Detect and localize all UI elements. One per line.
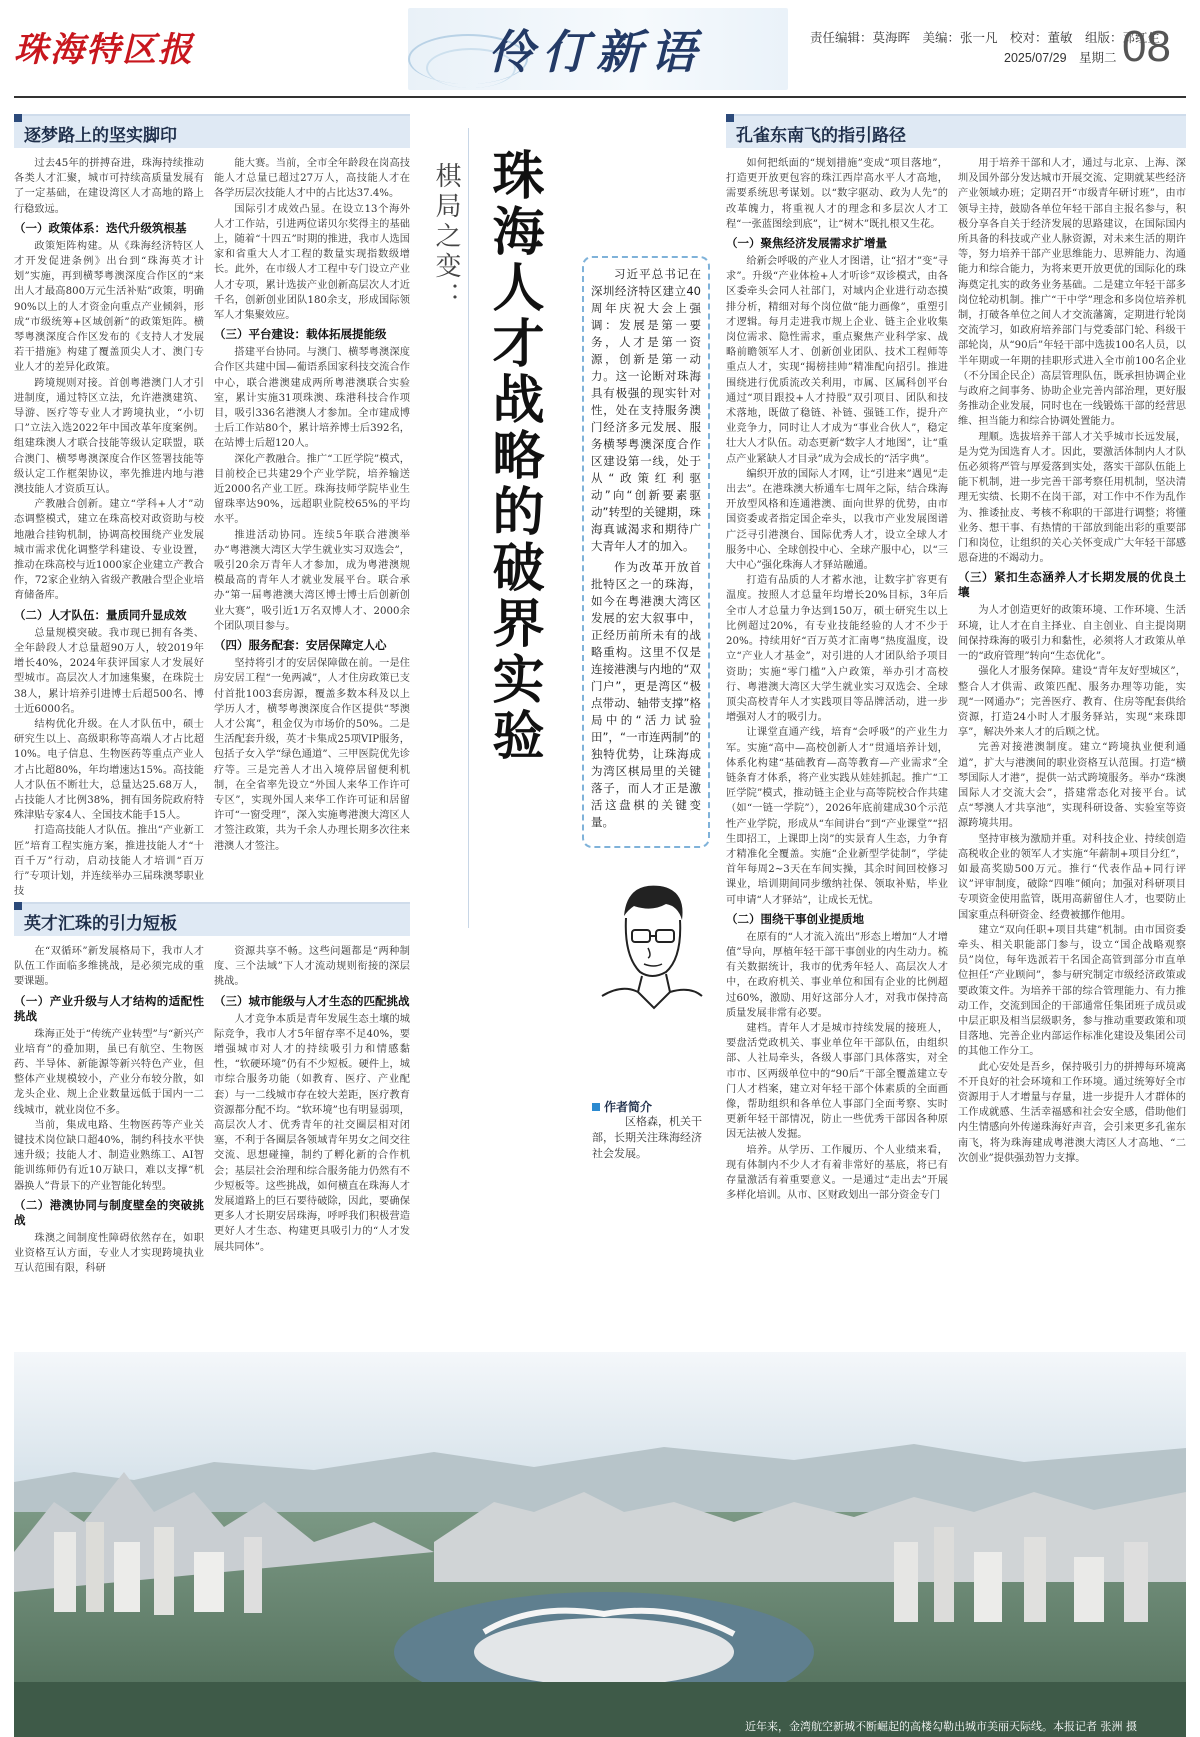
- paragraph: 完善对接港澳制度。建立“跨境执业便利通道”，扩大与港澳间的职业资格互认范围。打造“横琴国际人才港”，提供一站式跨境服务。举办“珠澳国际人才交流大会”，搭建常态化对接平台。试点“琴澳人才共享池”，实现科研设备、实验室等资源跨境共用。: [958, 742, 1186, 830]
- section-title: 英才汇珠的引力短板: [24, 914, 177, 934]
- paragraph: 人才竞争本质是青年发展生态土壤的城际竞争，我市人才5年留存率不足40%，要增强城市对人才的持续吸引力和情感黏性，“软硬环境”仍有不少短板。硬件上，城市综合服务功能（如教育、医疗、产业配套）与一二线城市存在较大差距，医疗教育资源都分配不均。“软环境”也有明显弱项，高层次人才、优秀青年的社交圈层相对闭塞，不利于各圈层各领域青年男女之间交往交流、思想碰撞，制约了孵化新的合作机会；基层社会治理和综合服务能力仍然有不少短板等。这些挑战，如何横直在珠海人才发展道路上的巨石要待破除，因此，要确保更多人才长期安居珠海，呼呼我们积极营造更好人才生态、构建更具吸引力的“人才发展共同体”。: [214, 1013, 410, 1253]
- subheading: （三）平台建设：载体拓展提能级: [214, 327, 387, 342]
- editor-quote-box: [582, 256, 710, 848]
- issue-date: 2025/07/29 星期二: [1004, 51, 1117, 65]
- paragraph: 能大赛。当前，全市全年龄段在岗高技能人才总量已超过27万人，高技能人才在各学历层次技能人才中的占比达37.4%。: [214, 158, 410, 200]
- paragraph: 跨境规则对接。首创粤港澳门人才引进制度，通过特区立法，允许港澳建筑、导游、医疗等专业人才跨境执业，“小切口”立法入选2022年中国改革年度案例。组建珠澳人才联合技能等级认定联盟，联合澳门、横琴粤澳深度合作区签署技能等级认定工作框架协议，率先推进内地与港澳技能人才资质互认。: [14, 377, 204, 496]
- paragraph: 编织开放的国际人才网，让“引进来”遇见“走出去”。在港珠澳大桥通车七周年之际，结合珠海开放型风格和连通港澳、面向世界的优势，由市国资委或者指定国企牵头，以我市产业发展图谱广泛寻引港澳台、国际优秀人才，设立全球人才服务中心、全球创投中心、全球产服中心，以“三大中心”强化珠海人才驿站融通。: [726, 468, 948, 572]
- page-number: 08: [1122, 22, 1171, 71]
- subheading: （一）产业升级与人才结构的适配性挑战: [14, 993, 204, 1023]
- subheading: （三）城市能级与人才生态的匹配挑战: [214, 993, 410, 1008]
- paragraph: 在“双循环”新发展格局下，我市人才队伍工作面临多维挑战，是必须完成的重要课题。: [14, 946, 204, 988]
- paragraph: 当前，集成电路、生物医药等产业关键技术岗位缺口超40%，制约科技水平快速升级；技能人才、制造业熟练工、AI智能训练师仍有近10万缺口，难以支撑“机器换人”背景下的产业智能化转型。: [14, 1119, 204, 1192]
- author-intro-heading: 作者简介: [592, 1098, 652, 1115]
- section2-column-b: [214, 944, 410, 1344]
- feature-kicker: 棋局之变：: [431, 162, 461, 312]
- quote-paragraph: 习近平总书记在深圳经济特区建立40周年庆祝大会上强调：发展是第一要务，人才是第一资源，创新是第一动力。这一论断对珠海具有极强的现实针对性，处在支持服务澳门经济多元发展、服务横琴粤澳深度合作区建设第一线，处于从“政策红利驱动”向“创新要素驱动”转型的关键期，珠海真诚渴求和期待广大青年人才的加入。: [591, 267, 701, 553]
- paragraph: 珠澳之间制度性障碍依然存在，如职业资格互认方面，专业人才实现跨境执业互认范围有限，科研: [14, 1232, 204, 1275]
- paragraph: 建立“双向任职+项目共建”机制。由市国资委牵头、相关职能部门参与，设立“国企战略观察员”岗位，每年选派若干名国企高管到部分市直单位担任“产业顾问”，参与研究制定市级经济政策或要政策文件。为培养干部的综合管理能力、有力推动工作，交流到国企的干部通常任集团班子成员或中层正职及相当层级职务，参与推动重要政策和项目落地、完善企业内部运作标准化建设及集团公司的其他工作分工。: [958, 924, 1186, 1058]
- paragraph: 培养。从学历、工作履历、个人业绩来看，现有体制内不少人才有着非常好的基底，将已有存量激活有着重要意义。一是通过“走出去”开展多样化培训。从市、区财政划出一部分资金专门: [726, 1144, 948, 1202]
- author-portrait-sketch: [582, 876, 712, 996]
- photo-caption: 近年来，金湾航空新城不断崛起的高楼勾勒出城市美丽天际线。本报记者 张洲 摄: [745, 1720, 1137, 1733]
- section-heading-2: [14, 902, 410, 936]
- paragraph: 在原有的“人才流入流出”形态上增加“人才增值”导向，厚植年轻干部干事创业的内生动力。梳有关数据统计，我市的优秀年轻人、高层次人才中，在政府机关、事业单位和国有企业的比例超过60%，激励、用好这部分人才，对我市保持高质量发展非常有必要。: [726, 931, 948, 1019]
- city-skyline-photo: [14, 1352, 1186, 1737]
- subheading: （一）政策体系：迭代升级筑根基: [14, 220, 187, 235]
- paragraph: 为人才创造更好的政策环境、工作环境、生活环境，让人才在自主择业、自主创业、自主提岗期间保持珠海的吸引力和黏性，必须将人才政策从单一的“政府管理”转向“生态优化”。: [958, 605, 1186, 663]
- subheading: （二）围绕干事创业提质地: [726, 911, 864, 926]
- paragraph: 让课堂直通产线，培育“会呼吸”的产业生力军。实施“高中—高校创新人才”贯通培养计划，体系化构建“基础教育—高等教育—产业需求”全链条育才体系，将产业实践从娃娃抓起。推广“工匠学院”模式，推动链主企业与高等院校合作共建（如“一链一学院”），2026年底前建成30个示范性产业学院，形成从“车间讲台”到“产业课堂”“招生即招工，上课即上岗”的实景育人生态，力争育才精准化全覆盖。实施“企业新型学徒制”，学徒首年每周2~3天在车间实操，其余时间回校修习课业，培训期间同步缴纳社保、领取补贴，毕业可申请“人才驿站”，让成长无忧。: [726, 727, 948, 906]
- quote-paragraph: 作为改革开放首批特区之一的珠海，如今在粤港澳大湾区发展的宏大叙事中，正经历前所未有的战略重构。这里不仅是连接港澳与内地的“双门户”，更是湾区“极点带动、轴带支撑”格局中的“活力试验田”，“一市连两制”的独特优势，让珠海成为湾区棋局里的关键落子，而人才正是激活这盘棋的关键变量。: [591, 560, 701, 829]
- author-intro-text: 区格森，机关干部，长期关注珠海经济社会发展。: [592, 1115, 702, 1160]
- column-title: 伶仃新语: [488, 25, 704, 79]
- section3-column-b: [958, 156, 1186, 1346]
- paragraph: 深化产教融合。推广“工匠学院”模式，目前校企已共建29个产业学院，培养输送近2000名产业工匠。珠海技师学院毕业生留珠率达90%，远超职业院校65%的平均水平。: [214, 453, 410, 526]
- paragraph: 坚持审核为激励并重。对科技企业、持续创造高税收企业的领军人才实施“年薪制+项目分红”，如最高奖励500万元。推行“代表作品+同行评议”评审制度，破除“四唯”倾向；加强对科研项目专项资金使用监管，既用高薪留住人才，也要防止国家重点科研资金、经费被挪作他用。: [958, 833, 1186, 921]
- paragraph: 珠海正处于“传统产业转型”与“新兴产业培育”的叠加期，虽已有航空、生物医药、半导体、新能源等新兴特色产业，但整体产业规模较小，产业分布较分散，如龙头企业、规上企业数量远低于国内一二线城市，就业岗位不多。: [14, 1028, 204, 1116]
- editor-credits: 责任编辑：莫海晖 美编：张一凡 校对：董敏 组版：邓红生: [810, 31, 1161, 45]
- paragraph: 过去45年的拼搏奋进，珠海持续推动各类人才汇聚，城市可持续高质量发展有了一定基础，在建设湾区人才高地的路上行稳致远。: [14, 158, 204, 215]
- subheading: （四）服务配套：安居保障定人心: [214, 638, 387, 653]
- paragraph: 总量规模突破。我市现已拥有各类、全年龄段人才总量超90万人，较2019年增长40%，2024年获评国家人才发展好型城市。高层次人才加速集聚，在珠院士38人，累计培养引进博士后超500名、博士近6000名。: [14, 627, 204, 715]
- paragraph: 坚持将引才的安居保障做在前。一是住房安居工程“一免两减”，人才住房政策已支付首批1003套房源，覆盖多数本科及以上学历人才，横琴粤澳深度合作区提供“琴澳人才公寓”，租金仅为市场价的50%。二是生活配套升级，英才卡集成25项VIP服务，包括子女入学“绿色通道”、三甲医院优先诊疗等。三是完善人才出入境停居留便利机制，在全省率先设立“外国人来华工作许可专区”，实现外国人来华工作许可证和居留许可“一窗受理”，深入实施粤港澳大湾区人才签注政策，共为千余人办理长期多次往来港澳人才签注。: [214, 658, 410, 852]
- section1-column-b: [214, 156, 410, 898]
- section-heading-3: [726, 114, 1186, 148]
- section-title: 孔雀东南飞的指引路径: [736, 126, 906, 146]
- paragraph: 搭建平台协同。与澳门、横琴粤澳深度合作区共建中国—葡语系国家科技交流合作中心，联合港澳建成两所粤港澳联合实验室，累计实施31项珠澳、珠港科技合作项目，吸引336名港澳人才参加。全市建成博士后工作站80个，累计培养博士后392名，在站博士后超120人。: [214, 347, 410, 450]
- section2-column-a: [14, 944, 204, 1344]
- subheading: （三）紧扣生态涵养人才长期发展的优良土壤: [958, 570, 1186, 600]
- paragraph: 国际引才成效凸显。在设立13个海外人才工作站，引进两位诺贝尔奖得主的基础上，随着“十四五”时期的推进，我市人选国家和省重大人才工程的数量实现指数级增长。此外，在市级人才工程中专门设立产业人才专项，累计选拔产业创新高层次人才近千名，创新创业团队180余支，形成国际领军人才集聚效应。: [214, 203, 410, 322]
- masthead: [0, 0, 1200, 96]
- paragraph: 产教融合创新。建立“学科+人才”动态调整模式，建立在珠高校对政资助与校地融合挂钩机制，协调高校围绕产业发展城市需求优化调整学科建设、专业设置，推动在珠高校与近1000家企业建立产教合作，72家企业纳入省级产教融合型企业培育储备库。: [14, 499, 204, 602]
- column-banner: [408, 8, 788, 90]
- subheading: （二）人才队伍：量质同升显成效: [14, 607, 187, 622]
- paragraph: 打造高技能人才队伍。推出“产业新工匠”培育工程实施方案，推进技能人才“十百千万”行动，启动技能人才培训“百万行”专项计划，并连续举办三届珠澳琴职业技: [14, 825, 204, 898]
- feature-headline: 珠海人才战略的破界实验: [483, 148, 543, 764]
- section-title: 逐梦路上的坚实脚印: [24, 126, 177, 146]
- paragraph: 强化人才服务保障。建设“青年友好型城区”，整合人才供需、政策匹配、服务办理等功能，实现“一网通办”；完善医疗、教育、住房等配套供给资源，打造24小时人才服务驿站，实现“来珠即享”，解决外来人才的后顾之忧。: [958, 666, 1186, 739]
- paragraph: 建档。青年人才是城市持续发展的接班人，要盘活党政机关、事业单位年干部队伍，由组织部、人社局牵头，各级人事部门具体落实，对全市市、区两级单位中的“90后”干部全覆盖建立专门人才档案，建立对年轻干部个体素质的全面画像，帮助组织和各单位人事部门全面考察、实时更新年轻干部情况，防止一些优秀干部因各种原因无法被人发掘。: [726, 1022, 948, 1141]
- subheading: （二）港澳协同与制度壁垒的突破挑战: [14, 1197, 204, 1227]
- paragraph: 结构优化升级。在人才队伍中，硕士研究生以上、高级职称等高端人才占比超10%。电子信息、生物医药等重点产业人才占比超80%，年均增速达15%。高技能人才队伍不断壮大，总量达25.68万人，占技能人才比例38%，拥有国务院政府特殊津贴专家4人、全国技术能手15人。: [14, 718, 204, 822]
- center-rule: [468, 128, 469, 928]
- paragraph: 推进活动协同。连续5年联合港澳举办“粤港澳大湾区大学生就业实习双选会”，吸引20余万青年人才参加，成为粤港澳规模最高的青年人才就业发展平台。联合承办“第一届粤港澳大湾区博士博士后创新创业大赛”，吸引近1万名双博人才、2000余个团队项目参与。: [214, 529, 410, 632]
- section-heading-1: [14, 114, 410, 148]
- paragraph: 此心安处是吾乡，保持吸引力的拼搏每环境离不开良好的社会环境和工作环境。通过统筹好全市资源用于人才增量与存量，进一步提升人才群体的工作成就感、生活幸福感和社会安全感，借助他们内生情感向外传递珠海好声音，会引来更多孔雀东南飞，将为珠海建成粤港澳大湾区人才高地、“二次创业”提供强劲智力支撑。: [958, 1061, 1186, 1164]
- paragraph: 理顺。选拔培养干部人才关乎城市长远发展，是为党为国选育人才。因此，要激活体制内人才队伍必须将严管与厚爱落到实处，落实干部队伍能上能下机制，进一步完善干部考察任用机制，坚决清理无实绩、长期不在岗干部，对工作中不作为乱作为、推诿扯皮、考核不称职的干部进行调整；将懂业务、想干事、有热情的干部放到能出彩的重要部门和岗位，让组织的关心关怀变成广大年轻干部感恩奋进的不竭动力。: [958, 431, 1186, 565]
- newspaper-logo: 珠海特区报: [14, 30, 194, 70]
- paragraph: 政策矩阵构建。从《珠海经济特区人才开发促进条例》出台到“珠海英才计划”实施，再到横琴粤澳深度合作区的“来出人才最高800万元生活补贴”政策，明确90%以上的人才资金向重点产业倾斜，形成“市级统筹+区域创新”的政策矩阵。横琴粤澳深度合作区发布的《支持人才发展若干措施》构建了覆盖顶尖人才、澳门专业人才的差异化政策。: [14, 240, 204, 374]
- paragraph: 如何把纸面的“规划措施”变成“项目落地”，打造更开放更包容的珠江西岸高水平人才高地，需要系统思考谋划。以“数字驱动、政为人先”的改革魄力，将重视人才的理念和多层次人才工程“一张蓝图绘到底”，让“树木”既扎根又生花。: [726, 158, 948, 230]
- section1-column-a: [14, 156, 204, 898]
- header-divider: [14, 96, 1186, 98]
- paragraph: 给新会呼吸的产业人才图谱，让“招才”变“寻求”。升级“产业体检+人才听诊”双诊模式，由各区委牵头会同人社部门，对域内企业进行动态摸排分析，精细对每个岗位做“能力画像”，重塑引才逻辑。每月走进我市规上企业、链主企业收集岗位需求、隐性需求，重点聚焦产业科学家、战略前瞻领军人才、创新创业团队、技术工程师等重点人才，实现“揭榜挂帅”精准配向招引。推进围绕进行优质流改关利用，市属、区属科创平台通过“项目跟投+人才持股”双引项目、团队和技术落地，既做了稳链、补链、强链工作，提升产业竞争力，同时让人才成为“事业合伙人”，稳定壮大人才队伍。动态更新“数字人才地图”，让“重点产业紧缺人才目录”成为会成长的“活字典”。: [726, 256, 948, 465]
- paragraph: 用于培养干部和人才，通过与北京、上海、深圳及国外部分发达城市开展交流、定期就某些经济产业领域办班；定期召开“市级青年研讨班”，由市领导主持，鼓励各单位年轻干部自主报名参与，积极分享各自关于经济发展的思路建议，在国际国内所具备的科技或产业人脉资源，对未来生活的期许等，努力培养干部产业思维能力、思辨能力、沟通能力和综合能力，为将来更开放更优的国际化的珠海奠定扎实的政务业务基础。二是建立年轻干部多岗位轮动机制。推广“干中学”理念和多岗位培养机制，打破各单位之间人才交流藩篱，定期进行轮岗交流学习，如政府培养部门与党委部门轮、科级干部轮岗，从“90后”年轻干部中选拔100名人员，以半年期或一年期的挂职形式进入全市前100名企业（不分国企民企）高层管理队伍，既承担协调企业与政府之间事务、协助企业完善内部治理，更好服务推动企业发展，同时也在一线锻炼干部的经营思维、担当能力和综合协调处置能力。: [958, 158, 1186, 428]
- subheading: （一）聚焦经济发展需求扩增量: [726, 236, 887, 251]
- paragraph: 打造有品质的人才蓄水池，让数字扩容更有温度。按照人才总量年均增长20%目标，3年后全市人才总量力争达到150万，硕士研究生以上比例超过20%，有专业技能经验的人才不少于20%。持续用好“百万英才汇南粤”热度温度，设立“产业人才基金”，对引进的人才团队给予项目资助；实施“零门槛”入户政策，举办引才高校行、粤港澳大湾区大学生就业实习双选会、全球顶尖高校青年人才实践项目等品牌活动，进一步增强对人才的吸引力。: [726, 575, 948, 724]
- paragraph: 资源共享不畅。这些问题都是“两种制度、三个法域”下人才流动规则衔接的深层挑战。: [214, 946, 410, 988]
- section3-column-a: [726, 156, 948, 1346]
